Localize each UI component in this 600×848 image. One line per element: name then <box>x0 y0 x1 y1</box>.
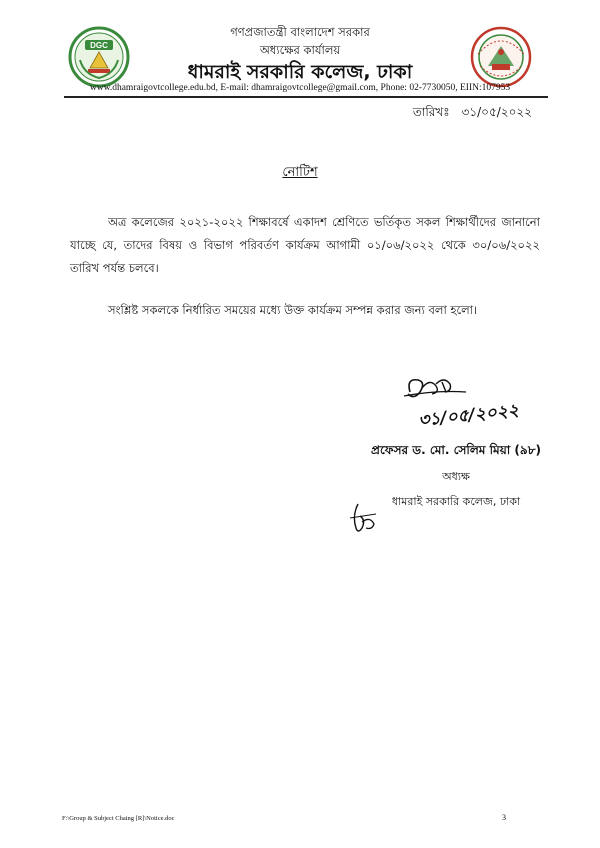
office-line: অধ্যক্ষের কার্যালয় <box>259 43 341 57</box>
handwritten-signature <box>396 370 528 432</box>
signature-date: ৩১/০৫/২০২২ <box>417 400 520 431</box>
date-value: ৩১/০৫/২০২২ <box>461 105 532 119</box>
notice-paragraph-1: অত্র কলেজের ২০২১-২০২২ শিক্ষাবর্ষে একাদশ শ্রেণিতে ভর্তিকৃত সকল শিক্ষার্থীদের জানানো যাচ্ছে যে, তাদের বিষয় ও বিভাগ পরিবর্তণ কার্যক্রম আগামী ০১/০৬/২০২২ থেকে ৩০/০৬/২০২২ তারিখ পর্যন্ত চলবে। <box>70 215 540 275</box>
college-name: ধামরাই সরকারি কলেজ, ঢাকা <box>187 61 413 83</box>
footer-file-path: F:\Group & Subject Chaing [R]\Notice.doc <box>62 815 175 822</box>
notice-title: নোটিশ <box>282 165 318 180</box>
header-divider <box>64 96 548 98</box>
notice-paragraph-2: সংশ্লিষ্ট সকলকে নির্ধারিত সময়ের মধ্যে উক্ত কার্যক্রম সম্পন্ন করার জন্য বলা হলো। <box>108 303 478 317</box>
signatory-college: ধামরাই সরকারি কলেজ, ঢাকা <box>391 495 521 508</box>
initial-mark <box>344 498 384 538</box>
date-label: তারিখঃ <box>412 105 450 119</box>
contact-line: www.dhamraigovtcollege.edu.bd, E-mail: dhamraigovtcollege@gmail.com, Phone: 02-7730050, EIIN:107953 <box>89 83 511 93</box>
signatory-designation: অধ্যক্ষ <box>442 470 470 483</box>
logo-left-text: DGC <box>90 41 108 50</box>
footer-page-number: 3 <box>502 813 506 822</box>
signatory-name: প্রফেসর ড. মো. সেলিম মিয়া (৯৮) <box>371 443 541 457</box>
date-row <box>413 104 532 124</box>
government-line: গণপ্রজাতন্ত্রী বাংলাদেশ সরকার <box>230 25 370 39</box>
